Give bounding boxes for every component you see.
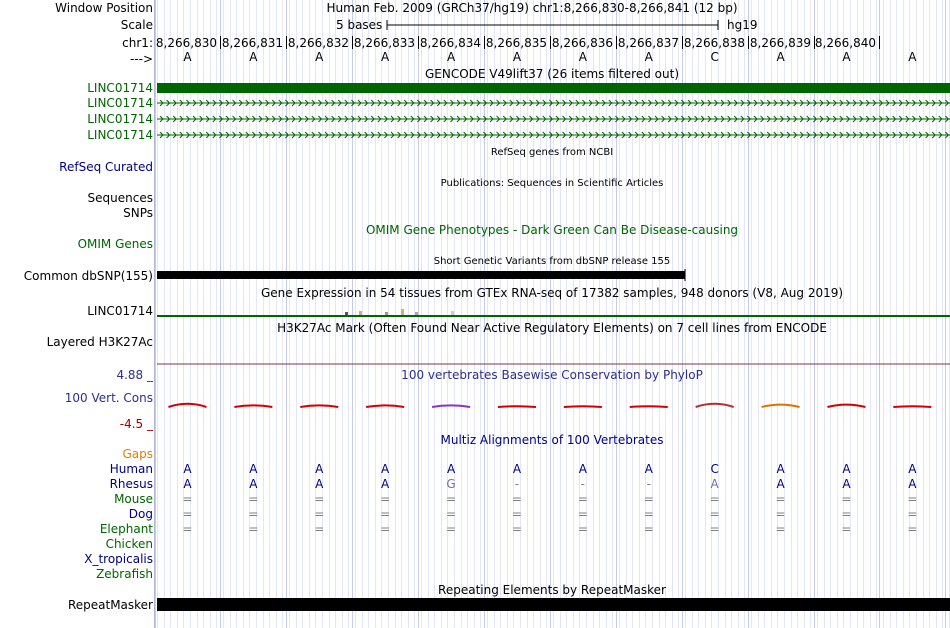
multiz-base: A <box>183 477 192 491</box>
multiz-species-label[interactable]: Rhesus <box>109 477 153 491</box>
h3k27ac-title: H3K27Ac Mark (Often Found Near Active Regulatory Elements) on 7 cell lines from ENCODE <box>277 321 827 335</box>
multiz-base: = <box>643 522 654 536</box>
multiz-base: = <box>841 522 852 536</box>
multiz-base: = <box>577 492 588 506</box>
multiz-base: = <box>446 507 457 521</box>
refseq-title: RefSeq genes from NCBI <box>490 147 614 158</box>
ruler-tick <box>418 36 419 49</box>
multiz-species-label[interactable]: Zebrafish <box>96 567 153 581</box>
multiz-base: = <box>577 522 588 536</box>
multiz-base: A <box>842 462 851 476</box>
dbsnp-feature-bar[interactable] <box>157 269 692 281</box>
multiz-base: = <box>577 507 588 521</box>
multiz-base: = <box>380 522 391 536</box>
reference-base: A <box>842 50 851 64</box>
h3k27ac-label[interactable]: Layered H3K27Ac <box>46 335 153 349</box>
ruler-tick <box>484 36 485 49</box>
multiz-base: = <box>182 492 193 506</box>
multiz-base: = <box>643 507 654 521</box>
multiz-base: A <box>644 462 653 476</box>
multiz-base: = <box>907 492 918 506</box>
conservation-min-label: -4.5 _ <box>119 417 153 431</box>
gencode-transcript-feature[interactable] <box>157 82 950 94</box>
conservation-mark <box>696 404 734 407</box>
h3k27ac-signal-line <box>157 362 950 366</box>
multiz-base: = <box>775 507 786 521</box>
multiz-base: - <box>580 477 586 491</box>
multiz-base: = <box>775 492 786 506</box>
multiz-base: A <box>908 477 917 491</box>
multiz-base: = <box>709 492 720 506</box>
publications-snps-label[interactable]: SNPs <box>123 206 153 220</box>
multiz-base: C <box>710 462 719 476</box>
ruler-position: 8,266,832 <box>287 36 349 50</box>
conservation-mark <box>762 405 800 407</box>
conservation-mark <box>234 405 272 407</box>
scale-bar <box>386 18 722 32</box>
multiz-base: = <box>248 492 259 506</box>
assembly-position-title: Human Feb. 2009 (GRCh37/hg19) chr1:8,266,830-8,266,841 (12 bp) <box>326 1 738 15</box>
repeatmasker-feature-bar[interactable] <box>157 598 950 611</box>
multiz-species-label[interactable]: X_tropicalis <box>84 552 153 566</box>
gencode-transcript-feature[interactable] <box>157 97 950 109</box>
publications-title: Publications: Sequences in Scientific Articles <box>440 178 664 189</box>
reference-base: A <box>578 50 587 64</box>
gencode-transcript-label[interactable]: LINC01714 <box>87 112 153 126</box>
multiz-base: A <box>710 477 719 491</box>
conservation-mark <box>366 405 404 407</box>
multiz-base: = <box>907 507 918 521</box>
reference-base: A <box>908 50 917 64</box>
multiz-base: A <box>249 477 258 491</box>
multiz-base: = <box>709 522 720 536</box>
multiz-base: A <box>512 462 522 476</box>
multiz-base: = <box>182 507 193 521</box>
refseq-label[interactable]: RefSeq Curated <box>59 160 153 174</box>
repeatmasker-title: Repeating Elements by RepeatMasker <box>438 583 666 597</box>
multiz-base: A <box>315 462 324 476</box>
multiz-base: = <box>314 492 325 506</box>
reference-base: A <box>183 50 192 64</box>
conservation-mark <box>564 406 602 407</box>
ruler-position: 8,266,839 <box>749 36 811 50</box>
ruler-position: 8,266,834 <box>419 36 481 50</box>
gencode-title: GENCODE V49lift37 (26 items filtered out) <box>424 67 680 81</box>
multiz-base: = <box>841 507 852 521</box>
multiz-base: = <box>511 492 522 506</box>
scale-text: 5 bases <box>336 18 383 32</box>
multiz-base: A <box>578 462 587 476</box>
multiz-base: A <box>446 462 456 476</box>
multiz-gaps-label[interactable]: Gaps <box>122 447 153 461</box>
ruler-position: 8,266,833 <box>353 36 415 50</box>
multiz-base: A <box>776 462 785 476</box>
multiz-base: = <box>380 492 391 506</box>
multiz-base: = <box>643 492 654 506</box>
ruler-position: 8,266,838 <box>683 36 745 50</box>
repeatmasker-label[interactable]: RepeatMasker <box>67 598 153 612</box>
reference-base: C <box>710 50 719 64</box>
chrom-label: chr1: <box>122 36 153 50</box>
ruler-position: 8,266,837 <box>617 36 679 50</box>
ruler-position: 8,266,830 <box>155 36 217 50</box>
omim-title: OMIM Gene Phenotypes - Dark Green Can Be Disease-causing <box>365 223 739 237</box>
multiz-base: A <box>183 462 192 476</box>
multiz-base: = <box>314 507 325 521</box>
publications-sequences-label[interactable]: Sequences <box>87 191 153 205</box>
gencode-transcript-label[interactable]: LINC01714 <box>87 96 153 110</box>
scale-label: Scale <box>120 18 153 32</box>
ruler-tick <box>748 36 749 49</box>
ruler-tick <box>550 36 551 49</box>
ruler-tick <box>352 36 353 49</box>
conservation-mark <box>893 406 931 407</box>
multiz-base: = <box>248 507 259 521</box>
gencode-transcript-label[interactable]: LINC01714 <box>87 128 153 142</box>
multiz-species-label[interactable]: Chicken <box>105 537 153 551</box>
conservation-max-label: 4.88 _ <box>116 368 153 382</box>
ruler-tick <box>220 36 221 49</box>
window-position-label: Window Position <box>55 1 153 15</box>
multiz-species-label[interactable]: Human <box>109 462 153 476</box>
ruler-position: 8,266,840 <box>814 36 876 50</box>
multiz-base: = <box>446 522 457 536</box>
multiz-base: = <box>511 522 522 536</box>
multiz-base: = <box>907 522 918 536</box>
conservation-mark <box>498 406 536 407</box>
reference-base: A <box>315 50 324 64</box>
multiz-base: = <box>709 507 720 521</box>
multiz-base: = <box>511 507 522 521</box>
multiz-base: A <box>381 477 390 491</box>
dbsnp-label[interactable]: Common dbSNP(155) <box>23 269 153 283</box>
multiz-base: A <box>842 477 851 491</box>
conservation-title: 100 vertebrates Basewise Conservation by PhyloP <box>401 368 703 382</box>
ruler-position: 8,266,835 <box>485 36 547 50</box>
multiz-species-label[interactable]: Elephant <box>99 522 153 536</box>
conservation-mark <box>630 406 668 407</box>
multiz-base: = <box>841 492 852 506</box>
reference-base: A <box>381 50 390 64</box>
multiz-base: = <box>380 507 391 521</box>
multiz-base: - <box>646 477 651 491</box>
reference-base: A <box>644 50 653 64</box>
conservation-mark <box>168 404 206 407</box>
gtex-label[interactable]: LINC01714 <box>87 304 153 318</box>
conservation-mark <box>300 405 338 407</box>
multiz-species-label[interactable]: Dog <box>128 507 153 521</box>
multiz-title: Multiz Alignments of 100 Vertebrates <box>440 433 664 447</box>
db-label: hg19 <box>727 18 758 32</box>
multiz-base: = <box>314 522 325 536</box>
ruler-position: 8,266,836 <box>551 36 613 50</box>
gtex-expression-bars[interactable] <box>157 305 950 319</box>
ruler-tick <box>879 36 880 49</box>
multiz-base: = <box>248 522 259 536</box>
multiz-base: A <box>908 462 917 476</box>
dbsnp-title: Short Genetic Variants from dbSNP release 155 <box>433 256 671 267</box>
ruler-position: 8,266,831 <box>221 36 283 50</box>
multiz-base: = <box>446 492 457 506</box>
omim-label[interactable]: OMIM Genes <box>77 237 153 251</box>
gencode-transcript-feature[interactable] <box>157 113 950 125</box>
multiz-base: = <box>182 522 193 536</box>
multiz-base: - <box>514 477 520 491</box>
multiz-base: G <box>446 477 456 491</box>
strand-label: ---> <box>129 52 153 66</box>
ruler-tick <box>286 36 287 49</box>
ruler-tick <box>682 36 683 49</box>
ruler-tick <box>616 36 617 49</box>
multiz-species-label[interactable]: Mouse <box>114 492 153 506</box>
conservation-label[interactable]: 100 Vert. Cons <box>64 391 153 405</box>
reference-base: A <box>249 50 258 64</box>
reference-base: A <box>776 50 785 64</box>
multiz-base: = <box>775 522 786 536</box>
multiz-base: A <box>249 462 258 476</box>
multiz-base: A <box>776 477 785 491</box>
conservation-graph[interactable] <box>0 396 950 416</box>
conservation-mark <box>827 405 865 407</box>
conservation-mark <box>432 405 470 407</box>
gtex-title: Gene Expression in 54 tissues from GTEx RNA-seq of 17382 samples, 948 donors (V8, Aug 2019) <box>260 286 844 300</box>
reference-base: A <box>446 50 456 64</box>
multiz-base: A <box>315 477 324 491</box>
multiz-base: A <box>381 462 390 476</box>
gencode-transcript-feature[interactable] <box>157 129 950 141</box>
reference-base: A <box>512 50 522 64</box>
gencode-transcript-label[interactable]: LINC01714 <box>87 81 153 95</box>
